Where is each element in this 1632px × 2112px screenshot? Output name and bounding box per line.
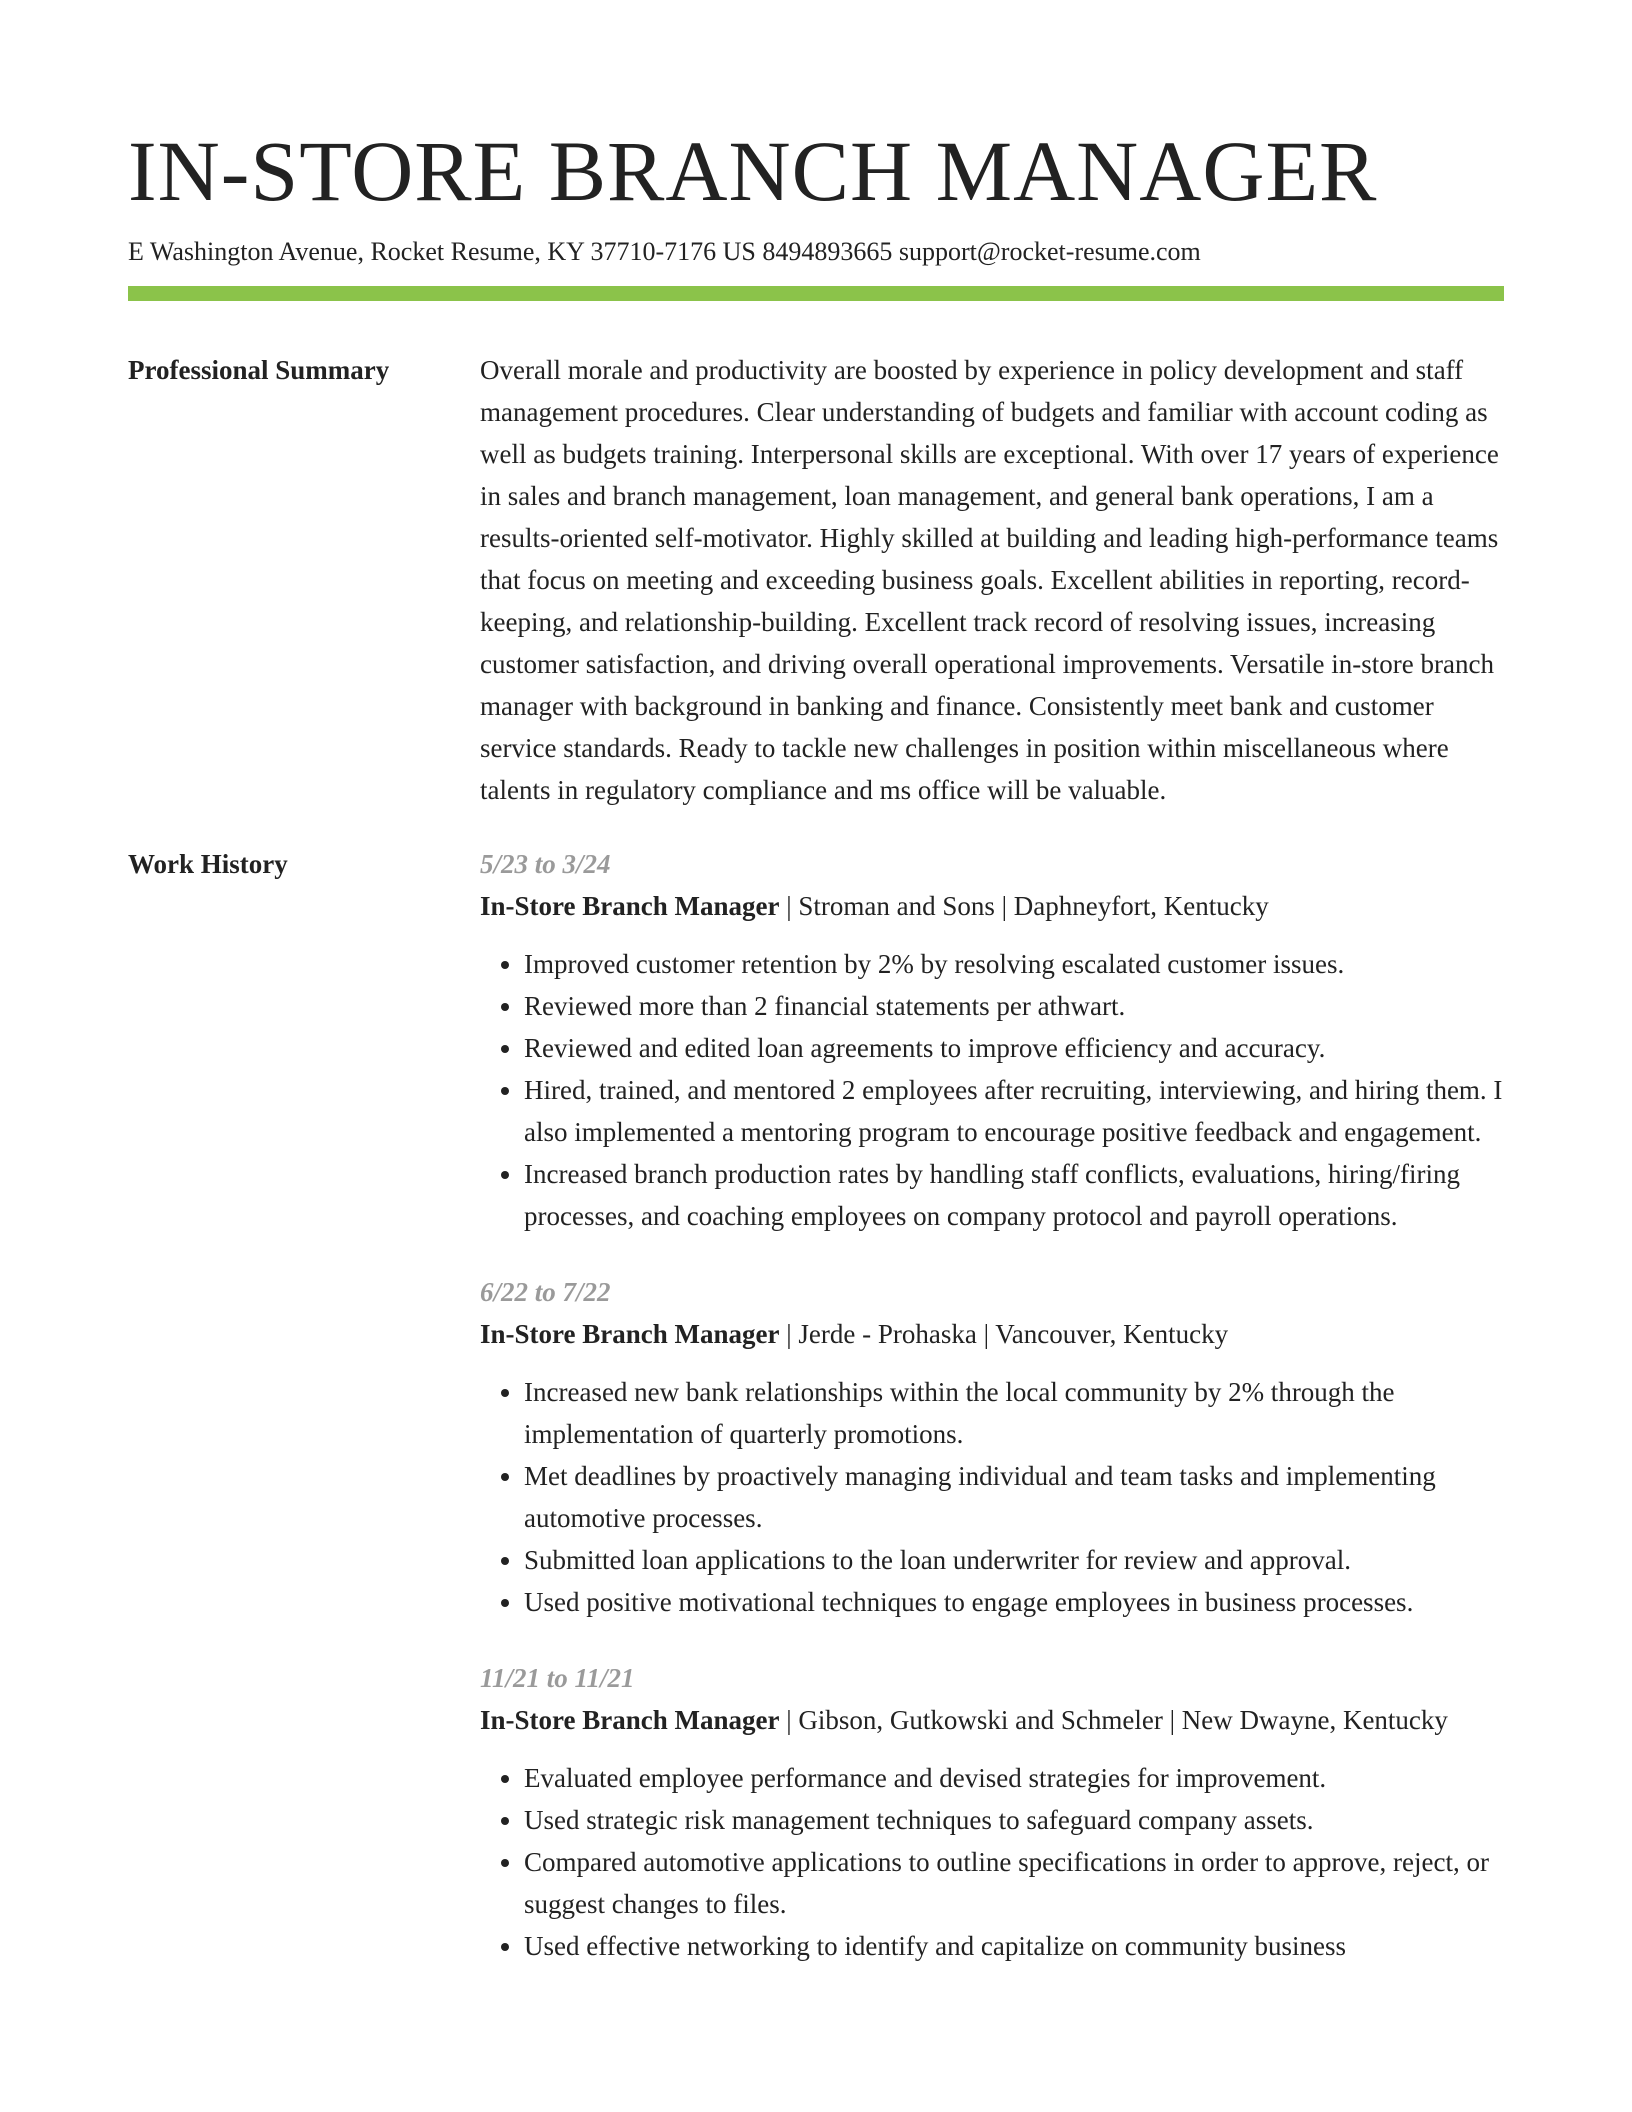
- job-bullets: [480, 943, 1504, 1237]
- job-title: In-Store Branch Manager: [480, 891, 780, 921]
- job-bullet: • Used effective networking to identify and capitalize on community business: [524, 1925, 1504, 1967]
- job-dates: 5/23 to 3/24: [480, 849, 611, 879]
- job-details: | Gibson, Gutkowski and Schmeler | New Dwayne, Kentucky: [779, 1705, 1448, 1735]
- job-bullets: [480, 1371, 1504, 1623]
- section-label-work-history: Work History: [128, 849, 288, 879]
- job-dates: 11/21 to 11/21: [480, 1663, 635, 1693]
- job-bullet: • Increased branch production rates by handling staff conflicts, evaluations, hiring/firing processes, and coaching employees on company protocol and payroll operations.: [524, 1153, 1504, 1237]
- summary-body: [480, 349, 1504, 811]
- job-bullet: • Improved customer retention by 2% by resolving escalated customer issues.: [524, 943, 1504, 985]
- section-label-summary: Professional Summary: [128, 355, 390, 385]
- job-heading: [480, 885, 1504, 927]
- job-heading: [480, 1313, 1504, 1355]
- job-dates: 6/22 to 7/22: [480, 1277, 611, 1307]
- job-bullet: • Hired, trained, and mentored 2 employees after recruiting, interviewing, and hiring them. I also implemented a mentoring program to encourage positive feedback and engagement.: [524, 1069, 1504, 1153]
- job-bullet: • Evaluated employee performance and devised strategies for improvement.: [524, 1757, 1504, 1799]
- job-bullets: [480, 1757, 1504, 1967]
- job-bullet: • Submitted loan applications to the loan underwriter for review and approval.: [524, 1539, 1504, 1581]
- professional-summary-section: [128, 349, 1504, 811]
- contact-phone: 8494893665: [762, 237, 893, 266]
- contact-address: E Washington Avenue, Rocket Resume, KY 37710-7176 US: [128, 237, 756, 266]
- job-bullet: • Used positive motivational techniques to engage employees in business processes.: [524, 1581, 1504, 1623]
- work-history-body: [480, 843, 1504, 2001]
- job-bullet: • Compared automotive applications to outline specifications in order to approve, reject, or suggest changes to files.: [524, 1841, 1504, 1925]
- contact-email: support@rocket-resume.com: [898, 237, 1201, 266]
- job-entry: [480, 1271, 1504, 1623]
- job-bullet: • Used strategic risk management techniques to safeguard company assets.: [524, 1799, 1504, 1841]
- work-history-section: [128, 843, 1504, 2001]
- summary-text: Overall morale and productivity are boosted by experience in policy development and staff management procedures. Clear understanding of budgets and familiar with account coding as well as budgets training. Interpersonal skills are exceptional. With over 17 years of experience in sales and branch management, loan management, and general bank operations, I am a results-oriented self-motivator. Highly skilled at building and leading high-performance teams that focus on meeting and exceeding business goals. Excellent abilities in reporting, record-keeping, and relationship-building. Excellent track record of resolving issues, increasing customer satisfaction, and driving overall operational improvements. Versatile in-store branch manager with background in banking and finance. Consistently meet bank and customer service standards. Ready to tackle new challenges in position within miscellaneous where talents in regulatory compliance and ms office will be valuable.: [480, 355, 1499, 805]
- contact-line: [128, 234, 1504, 270]
- job-entry: [480, 1657, 1504, 1967]
- job-bullet: • Increased new bank relationships within the local community by 2% through the implementation of quarterly promotions.: [524, 1371, 1504, 1455]
- resume-page: [128, 118, 1504, 2001]
- job-details: | Stroman and Sons | Daphneyfort, Kentucky: [779, 891, 1269, 921]
- job-heading: [480, 1699, 1504, 1741]
- job-title: In-Store Branch Manager: [480, 1319, 780, 1349]
- resume-title: IN-STORE BRANCH MANAGER: [128, 123, 1378, 219]
- job-bullet: • Reviewed more than 2 financial statements per athwart.: [524, 985, 1504, 1027]
- job-details: | Jerde - Prohaska | Vancouver, Kentucky: [779, 1319, 1229, 1349]
- job-entry: [480, 843, 1504, 1237]
- job-bullet: • Met deadlines by proactively managing individual and team tasks and implementing automotive processes.: [524, 1455, 1504, 1539]
- job-bullet: • Reviewed and edited loan agreements to improve efficiency and accuracy.: [524, 1027, 1504, 1069]
- job-title: In-Store Branch Manager: [480, 1705, 780, 1735]
- header-divider: [128, 286, 1504, 301]
